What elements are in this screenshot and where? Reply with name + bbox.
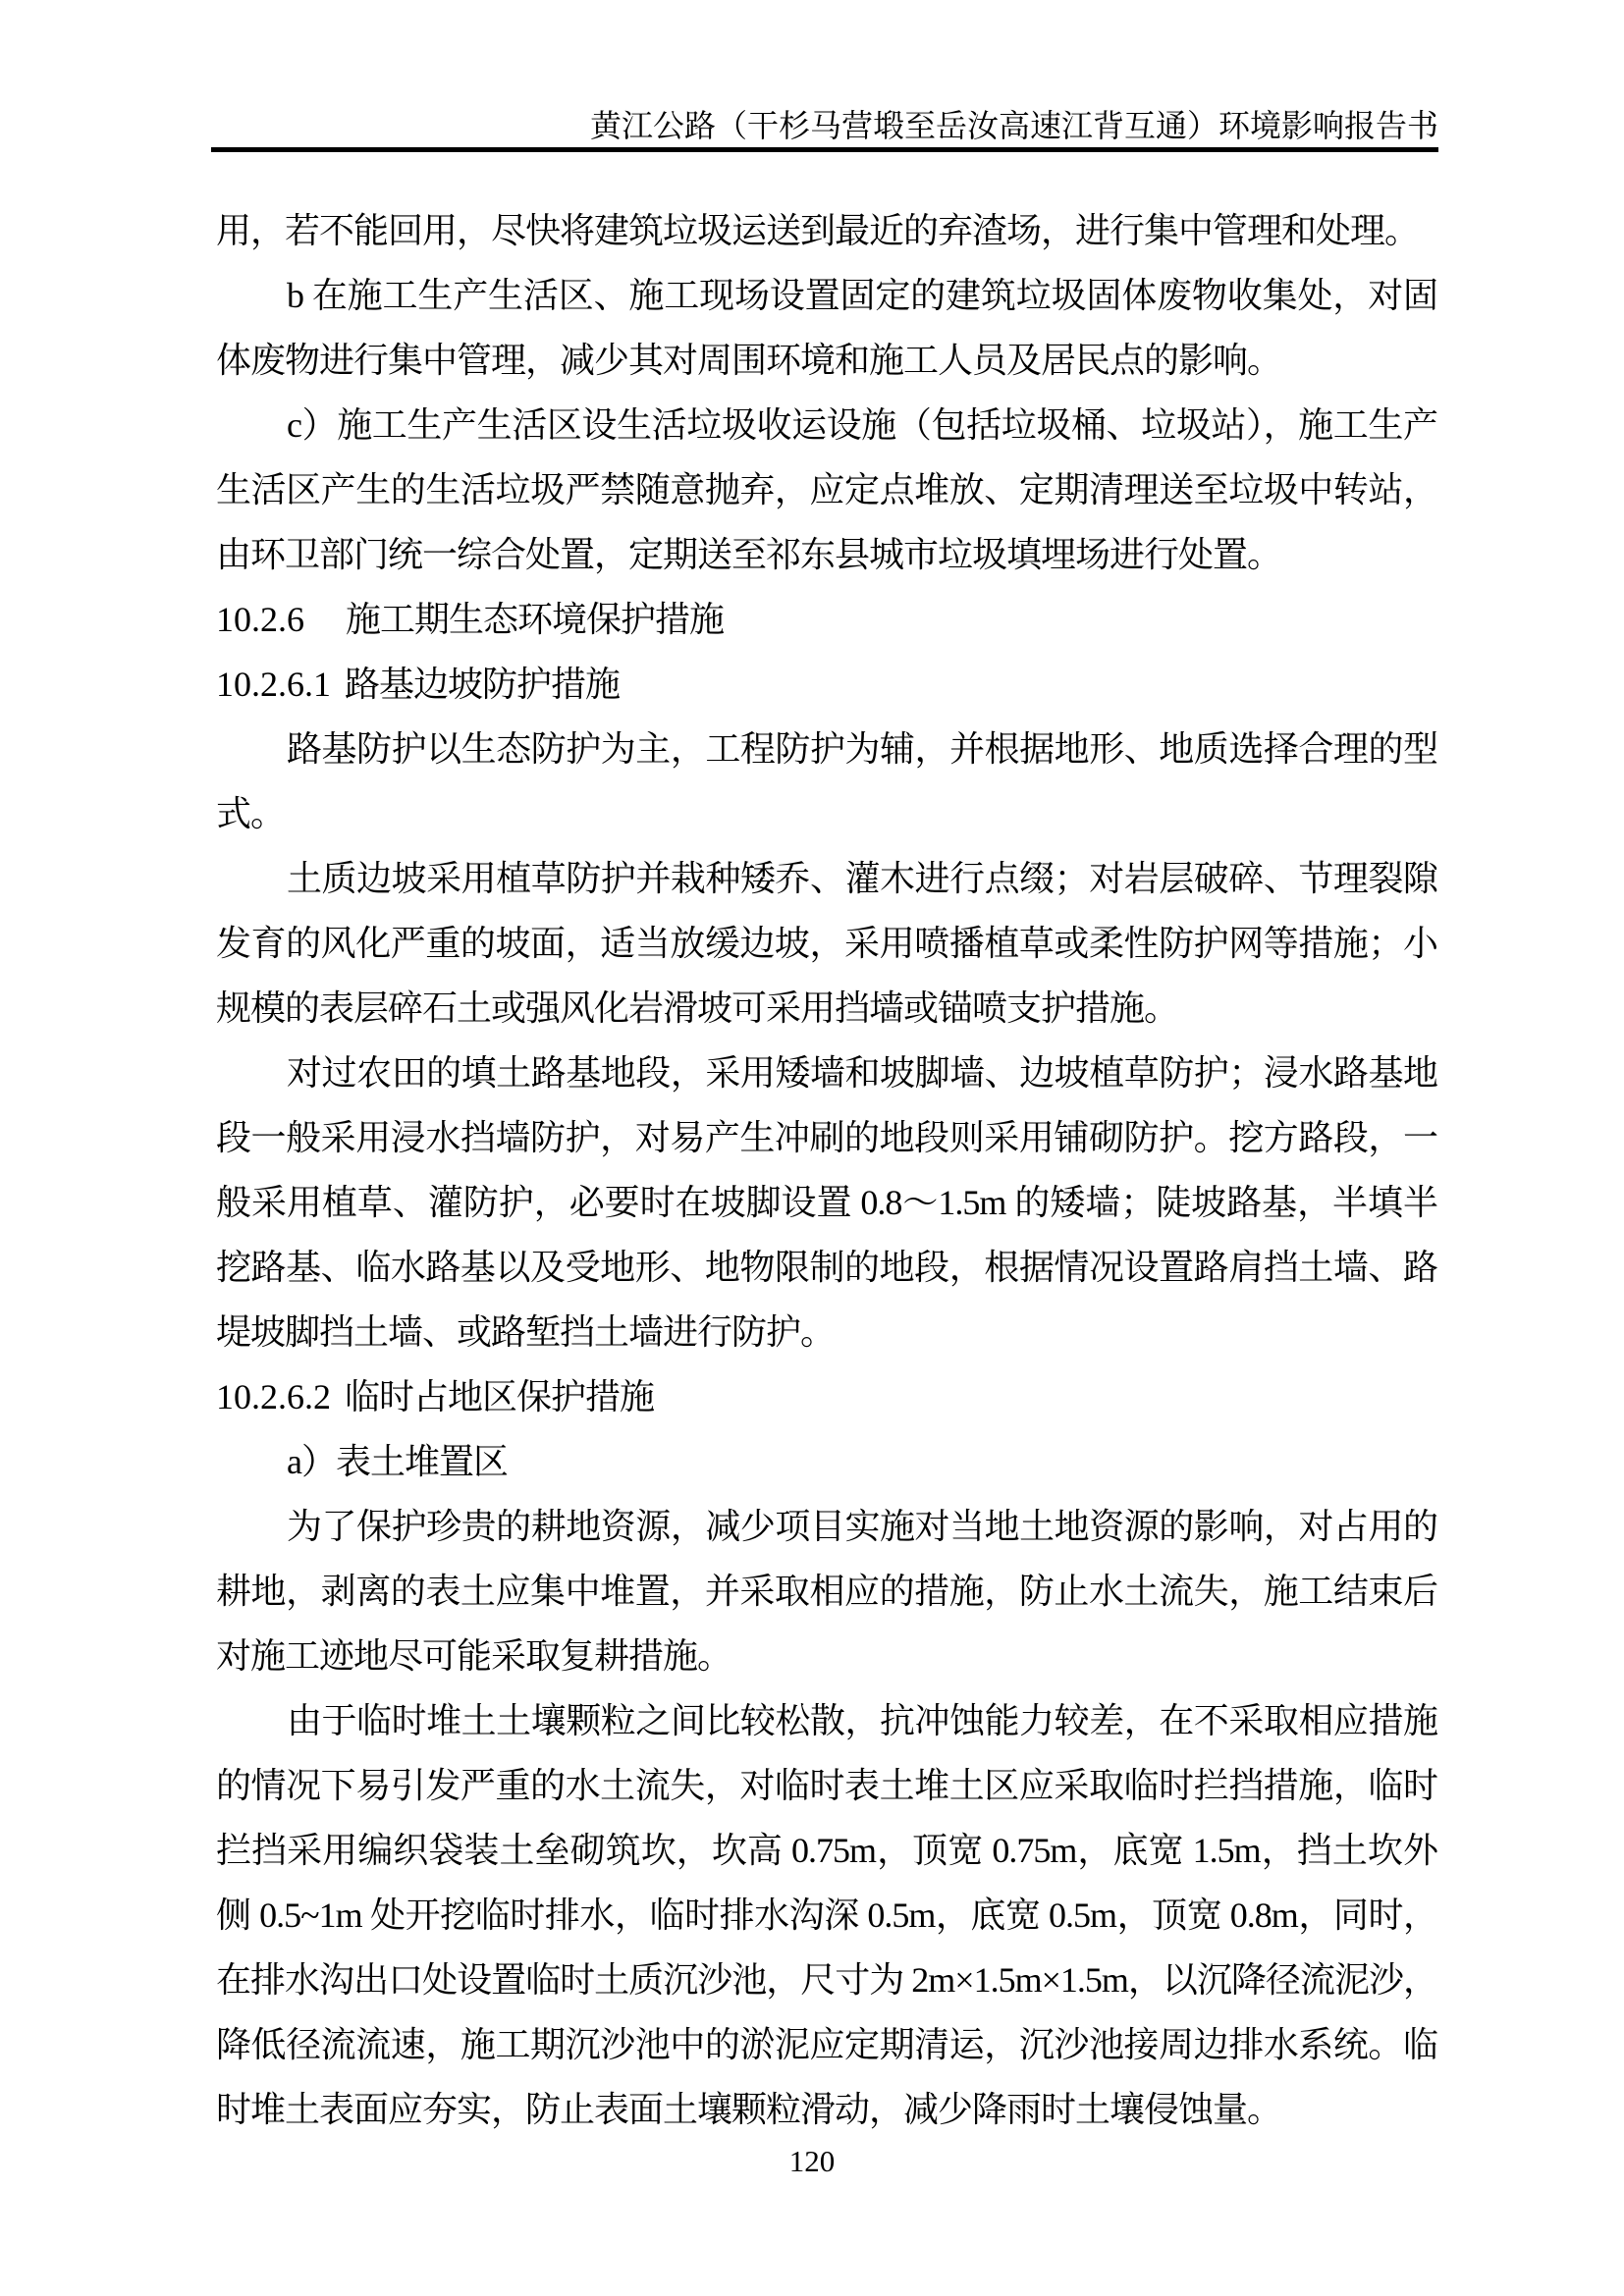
section-number: 10.2.6.1 bbox=[216, 665, 331, 704]
paragraph-c-garbage-facilities: c）施工生产生活区设生活垃圾收运设施（包括垃圾桶、垃圾站），施工生产生活区产生的生活垃圾严禁随意抛弃，应定点堆放、定期清理送至垃圾中转站，由环卫部门统一综合处置，定期送至祁东县城市垃圾填埋场进行处置。 bbox=[216, 405, 1437, 574]
section-heading-10-2-6 bbox=[216, 587, 1437, 652]
header-rule-line bbox=[211, 147, 1438, 152]
section-title: 施工期生态环境保护措施 bbox=[346, 600, 725, 639]
paragraph-topsoil-protection: 为了保护珍贵的耕地资源，减少项目实施对当地土地资源的影响，对占用的耕地，剥离的表土应集中堆置，并采取相应的措施，防止水土流失，施工结束后对施工迹地尽可能采取复耕措施。 bbox=[216, 1507, 1437, 1676]
paragraph-temporary-stockpile-measures: 由于临时堆土土壤颗粒之间比较松散，抗冲蚀能力较差，在不采取相应措施的情况下易引发严重的水土流失，对临时表土堆土区应采取临时拦挡措施，临时拦挡采用编织袋装土垒砌筑坎，坎高 0.75m，顶宽 0.75m，底宽 1.5m，挡土坎外侧 0.5~1m 处开挖临时排水，临时排水沟深 0.5m，底宽 0.5m，顶宽 0.8m，同时，在排水沟出口处设置临时土质沉沙池，尺寸为 2m×1.5m×1.5m，以沉降径流泥沙，降低径流流速，施工期沉沙池中的淤泥应定期清运，沉沙池接周边排水系统。临时堆土表面应夯实，防止表面土壤颗粒滑动，减少降雨时土壤侵蚀量。 bbox=[216, 1701, 1437, 2129]
paragraph-soil-slope-measures: 土质边坡采用植草防护并栽种矮乔、灌木进行点缀；对岩层破碎、节理裂隙发育的风化严重的坡面，适当放缓边坡，采用喷播植草或柔性防护网等措施；小规模的表层碎石土或强风化岩滑坡可采用挡墙或锚喷支护措施。 bbox=[216, 859, 1437, 1028]
section-title: 路基边坡防护措施 bbox=[345, 665, 621, 704]
page-number: 120 bbox=[788, 2144, 836, 2178]
paragraph-continuation: 用，若不能回用，尽快将建筑垃圾运送到最近的弃渣场，进行集中管理和处理。 bbox=[216, 211, 1420, 250]
paragraph-a-topsoil-stacking-area: a）表土堆置区 bbox=[287, 1442, 508, 1481]
page-header-title: 黄江公路（干杉马营塅至岳汝高速江背互通）环境影响报告书 bbox=[589, 108, 1438, 143]
paragraph-slope-protection-principle: 路基防护以生态防护为主，工程防护为辅，并根据地形、地质选择合理的型式。 bbox=[216, 729, 1437, 833]
section-title: 临时占地区保护措施 bbox=[345, 1377, 655, 1416]
section-heading-10-2-6-2 bbox=[216, 1364, 1437, 1429]
paragraph-b-waste-collection: b 在施工生产生活区、施工现场设置固定的建筑垃圾固体废物收集处，对固体废物进行集中管理，减少其对周围环境和施工人员及居民点的影响。 bbox=[216, 276, 1437, 380]
section-number: 10.2.6.2 bbox=[216, 1377, 331, 1416]
section-heading-10-2-6-1 bbox=[216, 652, 1437, 717]
section-number: 10.2.6 bbox=[216, 600, 304, 639]
document-body bbox=[216, 198, 1437, 2142]
paragraph-farmland-roadbed-measures: 对过农田的填土路基地段，采用矮墙和坡脚墙、边坡植草防护；浸水路基地段一般采用浸水挡墙防护，对易产生冲刷的地段则采用铺砌防护。挖方路段，一般采用植草、灌防护，必要时在坡脚设置 0.8～1.5m 的矮墙；陡坡路基，半填半挖路基、临水路基以及受地形、地物限制的地段，根据情况设置路肩挡土墙、路堤坡脚挡土墙、或路堑挡土墙进行防护。 bbox=[216, 1053, 1437, 1352]
